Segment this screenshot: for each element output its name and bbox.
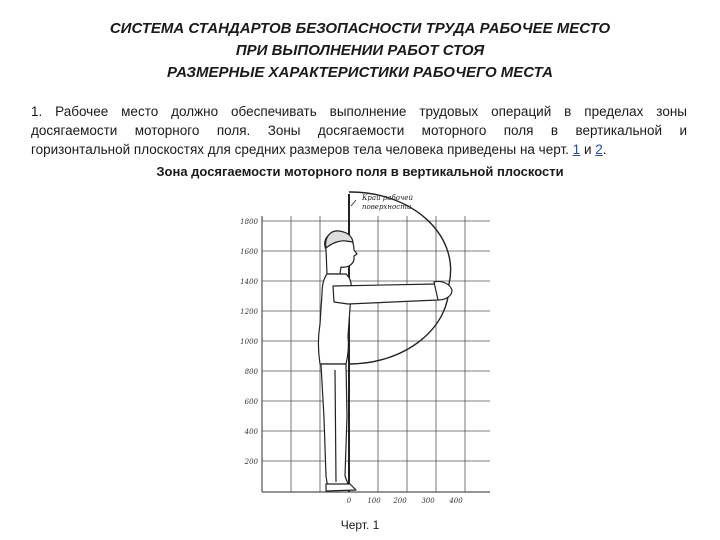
y-tick-400: 400 bbox=[244, 428, 258, 436]
paragraph-line-2: досягаемости моторного поля. Зоны досягаемости моторного поля в вертикальной и bbox=[31, 123, 687, 138]
human-figure bbox=[319, 231, 453, 491]
title-line-2: ПРИ ВЫПОЛНЕНИИ РАБОТ СТОЯ bbox=[235, 42, 485, 59]
intro-paragraph bbox=[31, 102, 687, 159]
y-tick-1400: 1400 bbox=[240, 278, 258, 286]
reach-zone-drawing bbox=[228, 186, 498, 511]
paragraph-line-1: 1. Рабочее место должно обеспечивать выполнение трудовых операций в пределах зоны bbox=[31, 104, 687, 119]
paragraph-line-3-text: горизонтальной плоскостях для средних размеров тела человека приведены на черт. bbox=[31, 142, 569, 157]
y-tick-1800: 1800 bbox=[240, 218, 258, 226]
y-tick-600: 600 bbox=[244, 398, 258, 406]
title-block bbox=[60, 18, 660, 84]
paragraph-line-3 bbox=[31, 140, 687, 159]
drawing-2-link[interactable]: 2 bbox=[595, 142, 603, 157]
figure-caption: Черт. 1 bbox=[340, 518, 380, 532]
y-tick-200: 200 bbox=[244, 458, 258, 466]
reach-zone-svg bbox=[228, 186, 498, 506]
x-tick-100: 100 bbox=[367, 497, 381, 505]
reach-zone-arc bbox=[349, 192, 451, 364]
title-line-3: РАЗМЕРНЫЕ ХАРАКТЕРИСТИКИ РАБОЧЕГО МЕСТА bbox=[167, 64, 553, 81]
x-tick-0: 0 bbox=[346, 497, 352, 505]
paragraph-end: . bbox=[602, 142, 607, 157]
y-tick-1600: 1600 bbox=[240, 248, 258, 256]
annotation-pointer bbox=[351, 200, 356, 206]
grid bbox=[262, 216, 490, 492]
y-tick-1200: 1200 bbox=[240, 308, 258, 316]
annotation-line-2: поверхности bbox=[362, 203, 412, 211]
x-tick-200: 200 bbox=[393, 497, 407, 505]
drawing-1-link[interactable]: 1 bbox=[572, 142, 581, 157]
figure-subheading: Зона досягаемости моторного поля в вертикальной плоскости bbox=[156, 164, 564, 179]
x-tick-400: 400 bbox=[449, 497, 463, 505]
annotation-line-1: Край рабочей bbox=[362, 194, 413, 202]
y-tick-800: 800 bbox=[244, 368, 258, 376]
paragraph-and: и bbox=[583, 142, 592, 157]
y-tick-1000: 1000 bbox=[240, 338, 258, 346]
title-line-1: СИСТЕМА СТАНДАРТОВ БЕЗОПАСНОСТИ ТРУДА РАБОЧЕЕ МЕСТО bbox=[109, 20, 611, 37]
x-tick-300: 300 bbox=[421, 497, 435, 505]
